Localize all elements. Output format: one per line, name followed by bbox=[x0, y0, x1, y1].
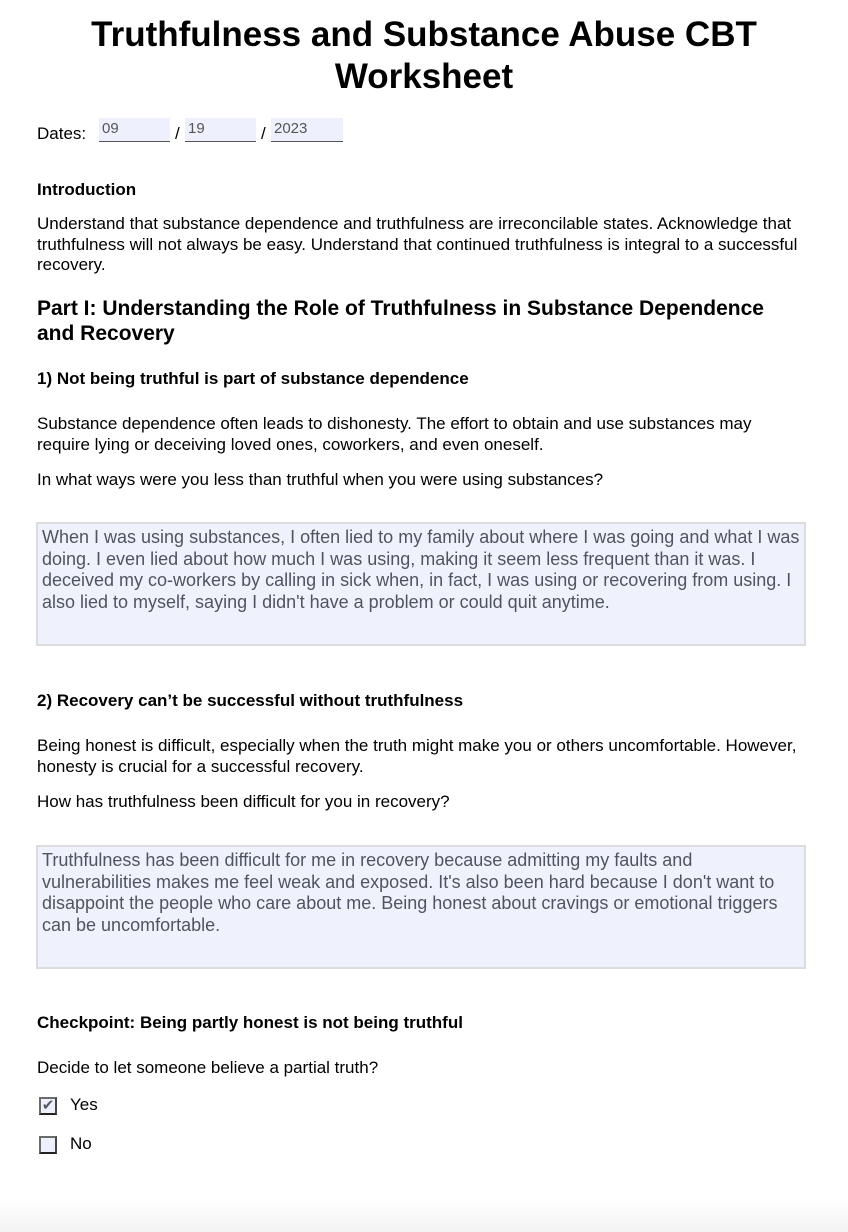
section2-question: How has truthfulness been difficult for you in recovery? bbox=[37, 792, 450, 811]
checkpoint-heading: Checkpoint: Being partly honest is not being truthful bbox=[37, 1013, 463, 1032]
yes-checkbox[interactable] bbox=[39, 1097, 57, 1115]
dates-label: Dates: bbox=[37, 124, 87, 143]
no-option-label: No bbox=[70, 1134, 92, 1153]
no-checkbox[interactable] bbox=[39, 1136, 57, 1154]
yes-option-label: Yes bbox=[70, 1095, 98, 1114]
date-separator: / bbox=[261, 124, 266, 143]
section1-text: Substance dependence often leads to dishonesty. The effort to obtain and use substances may require lying or deceiving loved ones, coworkers, and even oneself. bbox=[37, 414, 752, 454]
date-day-field[interactable]: 19 bbox=[185, 118, 256, 142]
section1-heading: 1) Not being truthful is part of substance dependence bbox=[37, 369, 469, 388]
page-title: Truthfulness and Substance Abuse CBT Worksheet bbox=[91, 15, 757, 96]
checkmark-icon: ✔ bbox=[41, 1097, 55, 1114]
section2-text: Being honest is difficult, especially when the truth might make you or others uncomfortable. However, honesty is crucial for a successful recovery. bbox=[37, 736, 797, 776]
date-month-field[interactable]: 09 bbox=[99, 118, 170, 142]
section1-answer-field[interactable]: When I was using substances, I often lied to my family about where I was going and what I was doing. I even lied about how much I was using, making it seem less frequent than it was. I deceived my co-workers by calling in sick when, in fact, I was using or recovering from using. I also lied to myself, saying I didn't have a problem or could quit anytime. bbox=[36, 522, 806, 646]
section2-answer-field[interactable]: Truthfulness has been difficult for me in recovery because admitting my faults and vulnerabilities makes me feel weak and exposed. It's also been hard because I don't want to disappoint the people who care about me. Being honest about cravings or emotional triggers can be uncomfortable. bbox=[36, 845, 806, 969]
date-separator: / bbox=[175, 124, 180, 143]
checkpoint-question: Decide to let someone believe a partial truth? bbox=[37, 1058, 379, 1077]
introduction-heading: Introduction bbox=[37, 180, 137, 199]
introduction-text: Understand that substance dependence and truthfulness are irreconcilable states. Acknowledge that truthfulness will not always be easy. Understand that continued truthfulness is integral to a successful recovery. bbox=[37, 214, 798, 274]
date-year-field[interactable]: 2023 bbox=[271, 118, 343, 142]
section2-heading: 2) Recovery can’t be successful without truthfulness bbox=[37, 691, 464, 710]
part1-heading: Part I: Understanding the Role of Truthfulness in Substance Dependence and Recovery bbox=[37, 297, 764, 345]
page-bottom-fade bbox=[0, 1198, 848, 1232]
section1-question: In what ways were you less than truthful when you were using substances? bbox=[37, 470, 604, 489]
